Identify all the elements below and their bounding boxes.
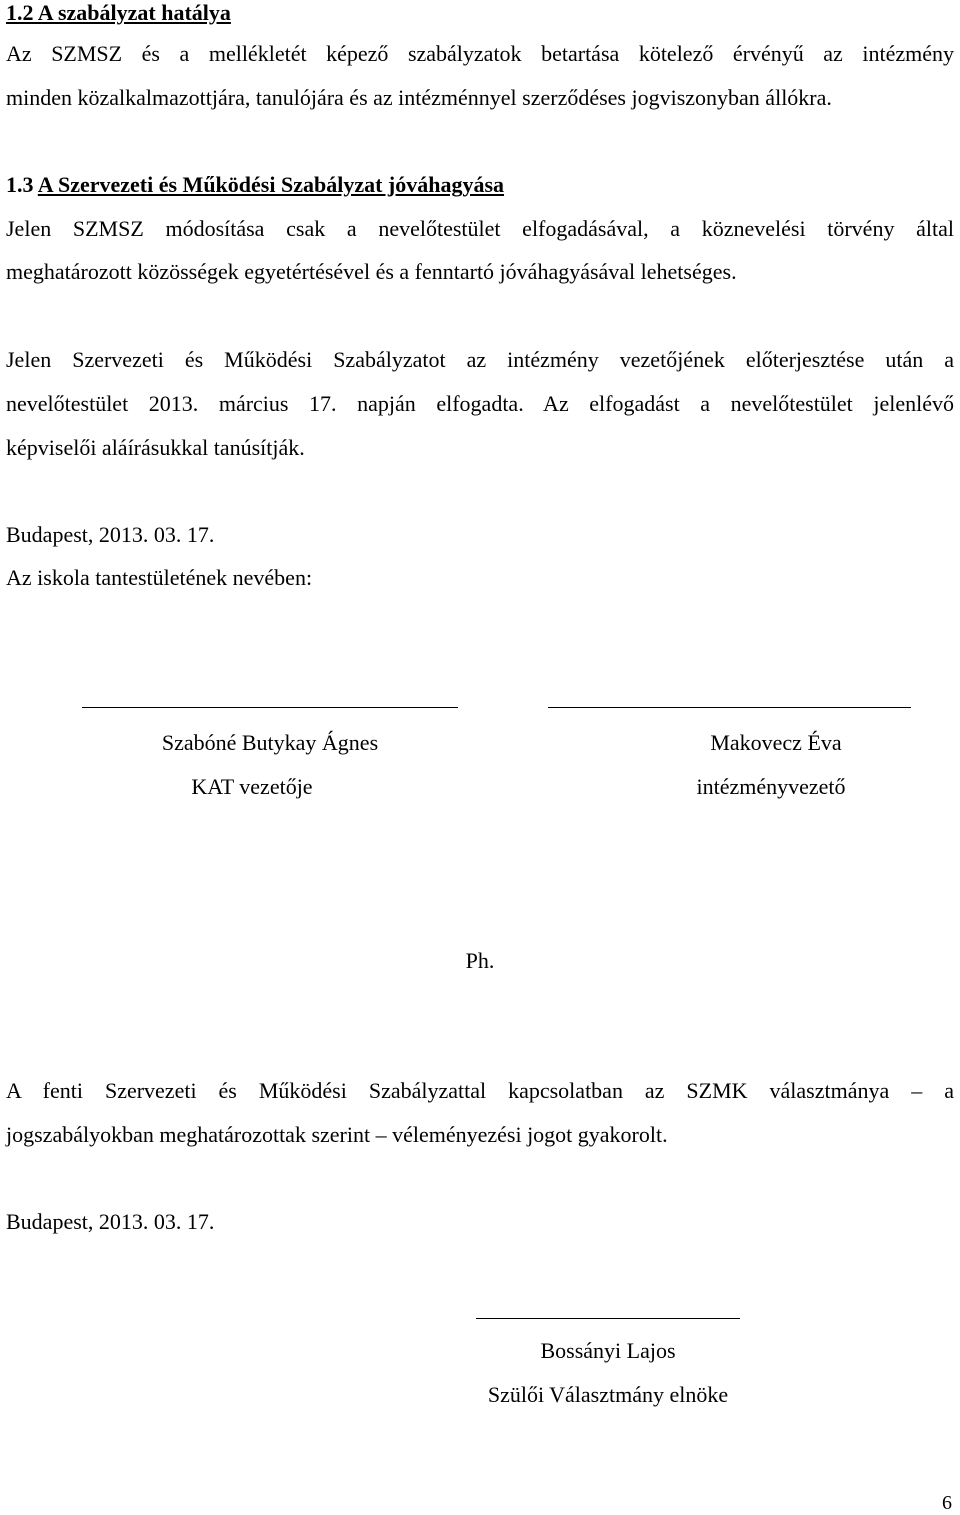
signer-szmk-role: Szülői Választmány elnöke <box>487 1382 729 1407</box>
section-heading-text: A Szervezeti és Működési Szabályzat jóváhagyása <box>37 172 505 197</box>
signer-left-role: KAT vezetője <box>191 774 313 799</box>
paragraph-line: Az SZMSZ és a mellékletét képező szabályzatok betartása kötelező érvényű az intézmény <box>6 41 954 66</box>
signer-szmk-name: Bossányi Lajos <box>540 1338 676 1363</box>
section-heading-1-2 <box>6 0 231 26</box>
section-heading-1-3 <box>6 172 504 198</box>
paragraph-line: nevelőtestület 2013. március 17. napján elfogadta. Az elfogadást a nevelőtestület jelenlévő <box>6 391 954 416</box>
on-behalf-label: Az iskola tantestületének nevében: <box>6 565 313 590</box>
signer-right-name: Makovecz Éva <box>710 730 842 755</box>
signature-line-szmk <box>476 1318 740 1319</box>
section-number: 1.3 <box>6 172 34 197</box>
place-date: Budapest, 2013. 03. 17. <box>6 522 215 547</box>
signature-line-right <box>548 707 911 708</box>
page-number: 6 <box>942 1492 952 1514</box>
paragraph-line: jogszabályokban meghatározottak szerint – véleményezési jogot gyakorolt. <box>6 1122 668 1147</box>
paragraph-line: képviselői aláírásukkal tanúsítják. <box>6 435 305 460</box>
place-date: Budapest, 2013. 03. 17. <box>6 1209 215 1234</box>
paragraph-line: meghatározott közösségek egyetértésével és a fenntartó jóváhagyásával lehetséges. <box>6 259 737 284</box>
signature-line-left <box>82 707 458 708</box>
paragraph-line: minden közalkalmazottjára, tanulójára és az intézménnyel szerződéses jogviszonyban állókra. <box>6 85 832 110</box>
signer-left-name: Szabóné Butykay Ágnes <box>161 730 379 755</box>
section-heading-text: 1.2 A szabályzat hatálya <box>6 0 231 25</box>
paragraph-line: A fenti Szervezeti és Működési Szabályzattal kapcsolatban az SZMK választmánya – a <box>6 1078 954 1103</box>
stamp-placeholder: Ph. <box>465 948 495 973</box>
signer-right-role: intézményvezető <box>696 774 846 799</box>
paragraph-line: Jelen Szervezeti és Működési Szabályzatot az intézmény vezetőjének előterjesztése után a <box>6 347 954 372</box>
paragraph-line: Jelen SZMSZ módosítása csak a nevelőtestület elfogadásával, a köznevelési törvény által <box>6 216 954 241</box>
